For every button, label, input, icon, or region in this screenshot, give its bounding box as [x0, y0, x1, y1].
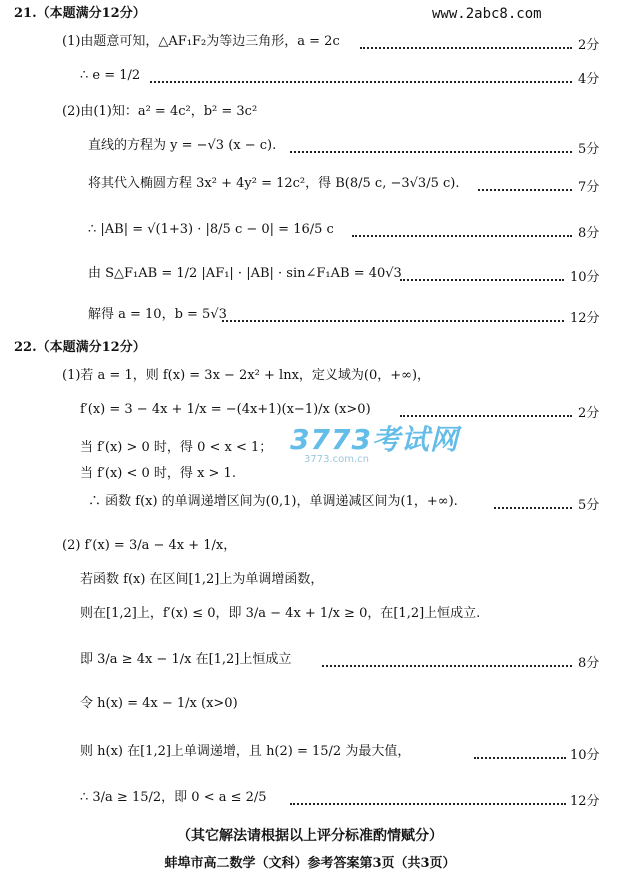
leader-dots [322, 665, 572, 667]
leader-dots [474, 757, 566, 759]
q22-line4: 当 f′(x) < 0 时，得 x > 1. [80, 466, 236, 481]
q21-line3: (2)由(1)知：a² = 4c²，b² = 3c² [62, 104, 258, 119]
q21-line2-points: 4分 [578, 72, 600, 87]
q22-line2: f′(x) = 3 − 4x + 1/x = −(4x+1)(x−1)/x (x>0) [80, 402, 371, 417]
q22-line11-points: 10分 [570, 748, 600, 763]
q22-line10: 令 h(x) = 4x − 1/x (x>0) [80, 696, 238, 711]
leader-dots [478, 189, 572, 191]
q22-line9: 即 3/a ≥ 4x − 1/x 在[1,2]上恒成立 [80, 652, 292, 667]
q22-header: 22.（本题满分12分） [14, 340, 146, 355]
q22-line8: 则在[1,2]上，f′(x) ≤ 0，即 3/a − 4x + 1/x ≥ 0，在[1,2]上恒成立. [80, 606, 481, 621]
watermark-site: www.2abc8.com [432, 6, 542, 22]
q21-line1: (1)由题意可知，△AF₁F₂为等边三角形，a = 2c [62, 34, 340, 49]
leader-dots [400, 415, 572, 417]
q22-line12: ∴ 3/a ≥ 15/2，即 0 < a ≤ 2/5 [80, 790, 267, 805]
q21-line5-points: 7分 [578, 180, 600, 195]
q21-line1-points: 2分 [578, 38, 600, 53]
q21-line7: 由 S△F₁AB = 1/2 |AF₁| · |AB| · sin∠F₁AB = 40√3 [88, 266, 402, 281]
q21-line8: 解得 a = 10，b = 5√3 [88, 307, 227, 322]
q21-line6-points: 8分 [578, 226, 600, 241]
q22-line7: 若函数 f(x) 在区间[1,2]上为单调增函数， [80, 572, 324, 587]
q21-line6: ∴ |AB| = √(1+3) · |8/5 c − 0| = 16/5 c [88, 222, 334, 237]
q21-line2: ∴ e = 1/2 [80, 68, 141, 83]
leader-dots [352, 235, 572, 237]
leader-dots [290, 803, 566, 805]
watermark-logo: 3773考试网 [290, 423, 459, 456]
leader-dots [150, 81, 572, 83]
page-footer: 蚌埠市高二数学（文科）参考答案第3页（共3页） [164, 856, 456, 871]
q21-line4: 直线的方程为 y = −√3 (x − c). [88, 138, 277, 153]
q22-line9-points: 8分 [578, 656, 600, 671]
q22-line12-points: 12分 [570, 794, 600, 809]
leader-dots [400, 279, 564, 281]
q22-line5: ∴ 函数 f(x) 的单调递增区间为(0,1)，单调递减区间为(1，+∞). [88, 494, 458, 509]
q22-line5-points: 5分 [578, 498, 600, 513]
leader-dots [360, 47, 572, 49]
q21-line4-points: 5分 [578, 142, 600, 157]
leader-dots [290, 151, 572, 153]
q22-line2-points: 2分 [578, 406, 600, 421]
q22-line3: 当 f′(x) > 0 时，得 0 < x < 1； [80, 440, 273, 455]
watermark-logo-url: 3773.com.cn [304, 454, 369, 465]
q22-line6: (2) f′(x) = 3/a − 4x + 1/x， [62, 538, 237, 553]
q22-line1: (1)若 a = 1，则 f(x) = 3x − 2x² + lnx，定义域为(0，+∞)， [62, 368, 431, 383]
q21-header: 21.（本题满分12分） [14, 6, 146, 21]
q21-line5: 将其代入椭圆方程 3x² + 4y² = 12c²，得 B(8/5 c, −3√3/5 c). [88, 176, 460, 191]
q22-line11: 则 h(x) 在[1,2]上单调递增，且 h(2) = 15/2 为最大值， [80, 744, 411, 759]
q21-line7-points: 10分 [570, 270, 600, 285]
leader-dots [222, 320, 564, 322]
footer-note: （其它解法请根据以上评分标准酌情赋分） [177, 828, 443, 844]
leader-dots [494, 507, 572, 509]
q21-line8-points: 12分 [570, 311, 600, 326]
